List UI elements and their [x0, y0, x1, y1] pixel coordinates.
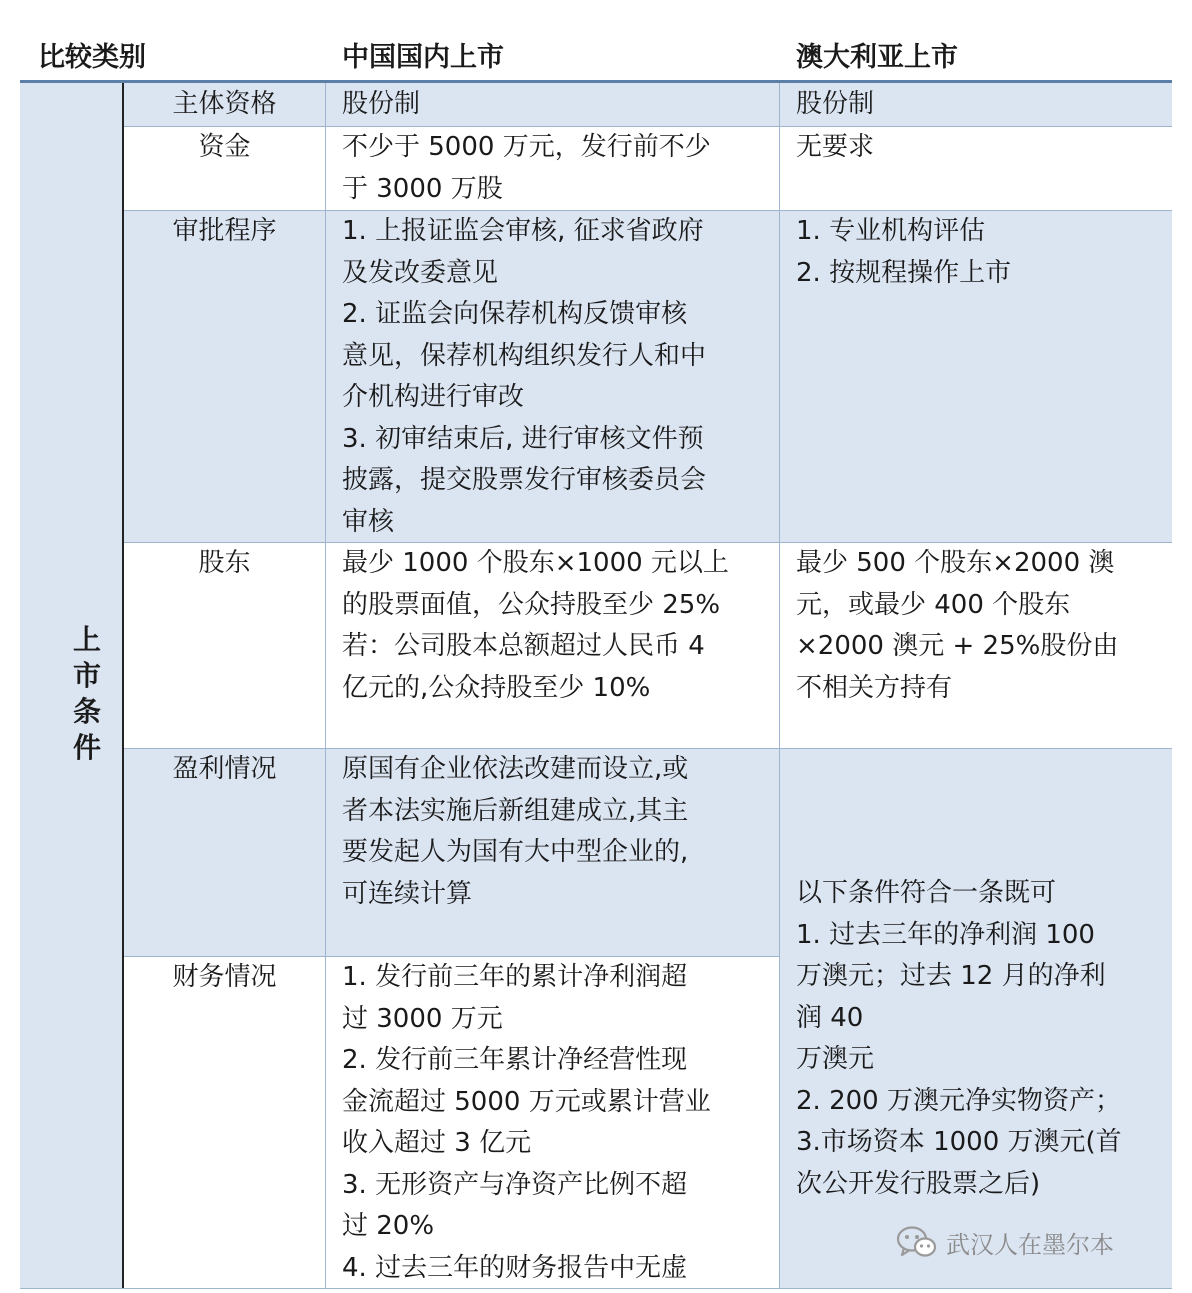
label-finance: 财务情况 — [172, 962, 277, 992]
header-china: 中国国内上市 — [342, 42, 504, 73]
watermark-text: 武汉人在墨尔本 — [946, 1230, 1114, 1259]
divider-country — [779, 83, 780, 1288]
label-shareholders: 股东 — [198, 548, 251, 578]
header-australia: 澳大利亚上市 — [796, 42, 958, 73]
china-finance: 1. 发行前三年的累计净利润超 过 3000 万元 2. 发行前三年累计净经营性现 金流超过 5000 万元或累计营业 收入超过 3 亿元 3. 无形资产与净资产比例不超 过 20% 4. 过去三年的财务报告中无虚 — [342, 962, 711, 1283]
divider-group — [122, 83, 124, 1288]
australia-profit-finance: 以下条件符合一条既可 1. 过去三年的净利润 100 万澳元；过去 12 月的净利 润 40 万澳元 2. 200 万澳元净实物资产； 3.市场资本 1000 万澳元(首 次公开发行股票之后) — [796, 878, 1122, 1199]
table-header — [20, 0, 1172, 82]
china-approval: 1. 上报证监会审核, 征求省政府 及发改委意见 2. 证监会向保荐机构反馈审核 意见，保荐机构组织发行人和中 介机构进行审改 3. 初审结束后, 进行审核文件预 披露，提交股票发行审核委员会 审核 — [342, 216, 707, 537]
header-category: 比较类别 — [38, 42, 146, 73]
china-capital: 不少于 5000 万元，发行前不少 于 3000 万股 — [342, 132, 711, 204]
group-label: 上 市 条 件 — [72, 623, 101, 764]
wechat-icon — [896, 1224, 938, 1260]
china-shareholders: 最少 1000 个股东×1000 元以上 的股票面值，公众持股至少 25% 若：公司股本总额超过人民币 4 亿元的,公众持股至少 10% — [342, 548, 729, 703]
australia-approval: 1. 专业机构评估 2. 按规程操作上市 — [796, 216, 1012, 288]
label-capital: 资金 — [198, 132, 251, 162]
australia-shareholders: 最少 500 个股东×2000 澳 元，或最少 400 个股东 ×2000 澳元 + 25%股份由 不相关方持有 — [796, 548, 1119, 703]
australia-subject: 股份制 — [796, 89, 875, 119]
watermark — [896, 1222, 1114, 1262]
label-subject: 主体资格 — [172, 89, 277, 119]
australia-capital: 无要求 — [796, 132, 875, 162]
label-profit: 盈利情况 — [172, 754, 277, 784]
label-approval: 审批程序 — [172, 216, 277, 246]
china-subject: 股份制 — [342, 89, 421, 119]
divider-label — [325, 83, 326, 1288]
china-profit: 原国有企业依法改建而设立,或 者本法实施后新组建成立,其主 要发起人为国有大中型企业的, 可连续计算 — [342, 754, 689, 909]
